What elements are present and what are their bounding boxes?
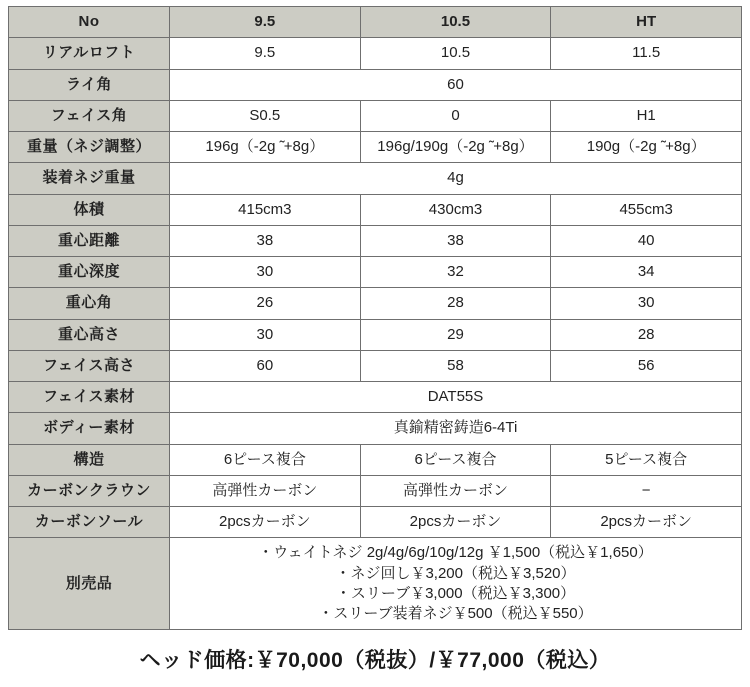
table-cell: 60 [170,350,361,381]
table-cell: 32 [360,257,551,288]
table-cell: 2pcsカーボン [170,507,361,538]
row-label: フェイス角 [9,100,170,131]
optional-items-row [9,538,742,630]
table-row [9,350,742,381]
table-cell: 4g [170,163,742,194]
optional-item-line: ・ネジ回し￥3,200（税込￥3,520） [335,564,576,582]
table-cell: − [551,475,742,506]
head-price-text: ヘッド価格:￥70,000（税抜）/￥77,000（税込） [139,649,611,673]
table-row [9,163,742,194]
table-cell: 29 [360,319,551,350]
row-label: フェイス素材 [9,382,170,413]
row-label: 重心高さ [9,319,170,350]
row-label: 重心深度 [9,257,170,288]
table-cell: 56 [551,350,742,381]
table-cell: 196g（-2g ̃ +8g） [170,132,361,163]
table-row [9,132,742,163]
table-cell: H1 [551,100,742,131]
table-cell: 430cm3 [360,194,551,225]
table-row [9,225,742,256]
table-row [9,413,742,444]
column-header-10-5: 10.5 [360,7,551,38]
row-label: リアルロフト [9,38,170,69]
table-cell: DAT55S [170,382,742,413]
table-cell: 11.5 [551,38,742,69]
table-cell: 高弾性カーボン [170,475,361,506]
table-cell: 60 [170,69,742,100]
row-label: ボディー素材 [9,413,170,444]
table-cell: 高弾性カーボン [360,475,551,506]
optional-item-line: ・スリーブ￥3,000（税込￥3,300） [335,584,576,602]
table-cell: 38 [170,225,361,256]
optional-items-cell [170,538,742,630]
table-cell: 2pcsカーボン [551,507,742,538]
table-cell: 30 [551,288,742,319]
row-label: 装着ネジ重量 [9,163,170,194]
table-cell: 28 [551,319,742,350]
row-label: 重量（ネジ調整） [9,132,170,163]
table-row [9,194,742,225]
table-cell: 415cm3 [170,194,361,225]
row-label: カーボンソール [9,507,170,538]
row-label: 体積 [9,194,170,225]
table-cell: 6ピース複合 [360,444,551,475]
column-header-no: No [9,7,170,38]
table-row [9,288,742,319]
spec-table-body [9,7,742,630]
table-cell: 2pcsカーボン [360,507,551,538]
table-cell: 58 [360,350,551,381]
table-row [9,257,742,288]
column-header-9-5: 9.5 [170,7,361,38]
row-label: 重心角 [9,288,170,319]
table-cell: 26 [170,288,361,319]
column-header-ht: HT [551,7,742,38]
table-cell: 6ピース複合 [170,444,361,475]
table-row [9,475,742,506]
table-cell: 190g（-2g ̃ +8g） [551,132,742,163]
optional-item-line: ・スリーブ装着ネジ￥500（税込￥550） [318,605,593,622]
table-row [9,319,742,350]
table-header-row [9,7,742,38]
row-label: 重心距離 [9,225,170,256]
spec-table [8,6,742,630]
optional-item-line: ・ウェイトネジ 2g/4g/6g/10g/12g ￥1,500（税込￥1,650） [258,544,653,562]
table-cell: 0 [360,100,551,131]
table-row [9,444,742,475]
row-label: 構造 [9,444,170,475]
table-cell: 5ピース複合 [551,444,742,475]
table-cell: 40 [551,225,742,256]
table-cell: 38 [360,225,551,256]
table-cell: 30 [170,319,361,350]
table-cell: 9.5 [170,38,361,69]
table-cell: 455cm3 [551,194,742,225]
table-row [9,100,742,131]
table-row [9,507,742,538]
table-cell: 34 [551,257,742,288]
row-label: フェイス高さ [9,350,170,381]
table-cell: 真鍮精密鋳造6-4Ti [170,413,742,444]
table-cell: 10.5 [360,38,551,69]
table-row [9,69,742,100]
table-cell: 196g/190g（-2g ̃ +8g） [360,132,551,163]
table-row [9,38,742,69]
table-cell: S0.5 [170,100,361,131]
table-row [9,382,742,413]
table-cell: 28 [360,288,551,319]
row-label: カーボンクラウン [9,475,170,506]
table-cell: 30 [170,257,361,288]
row-label: 別売品 [9,538,170,630]
row-label: ライ角 [9,69,170,100]
